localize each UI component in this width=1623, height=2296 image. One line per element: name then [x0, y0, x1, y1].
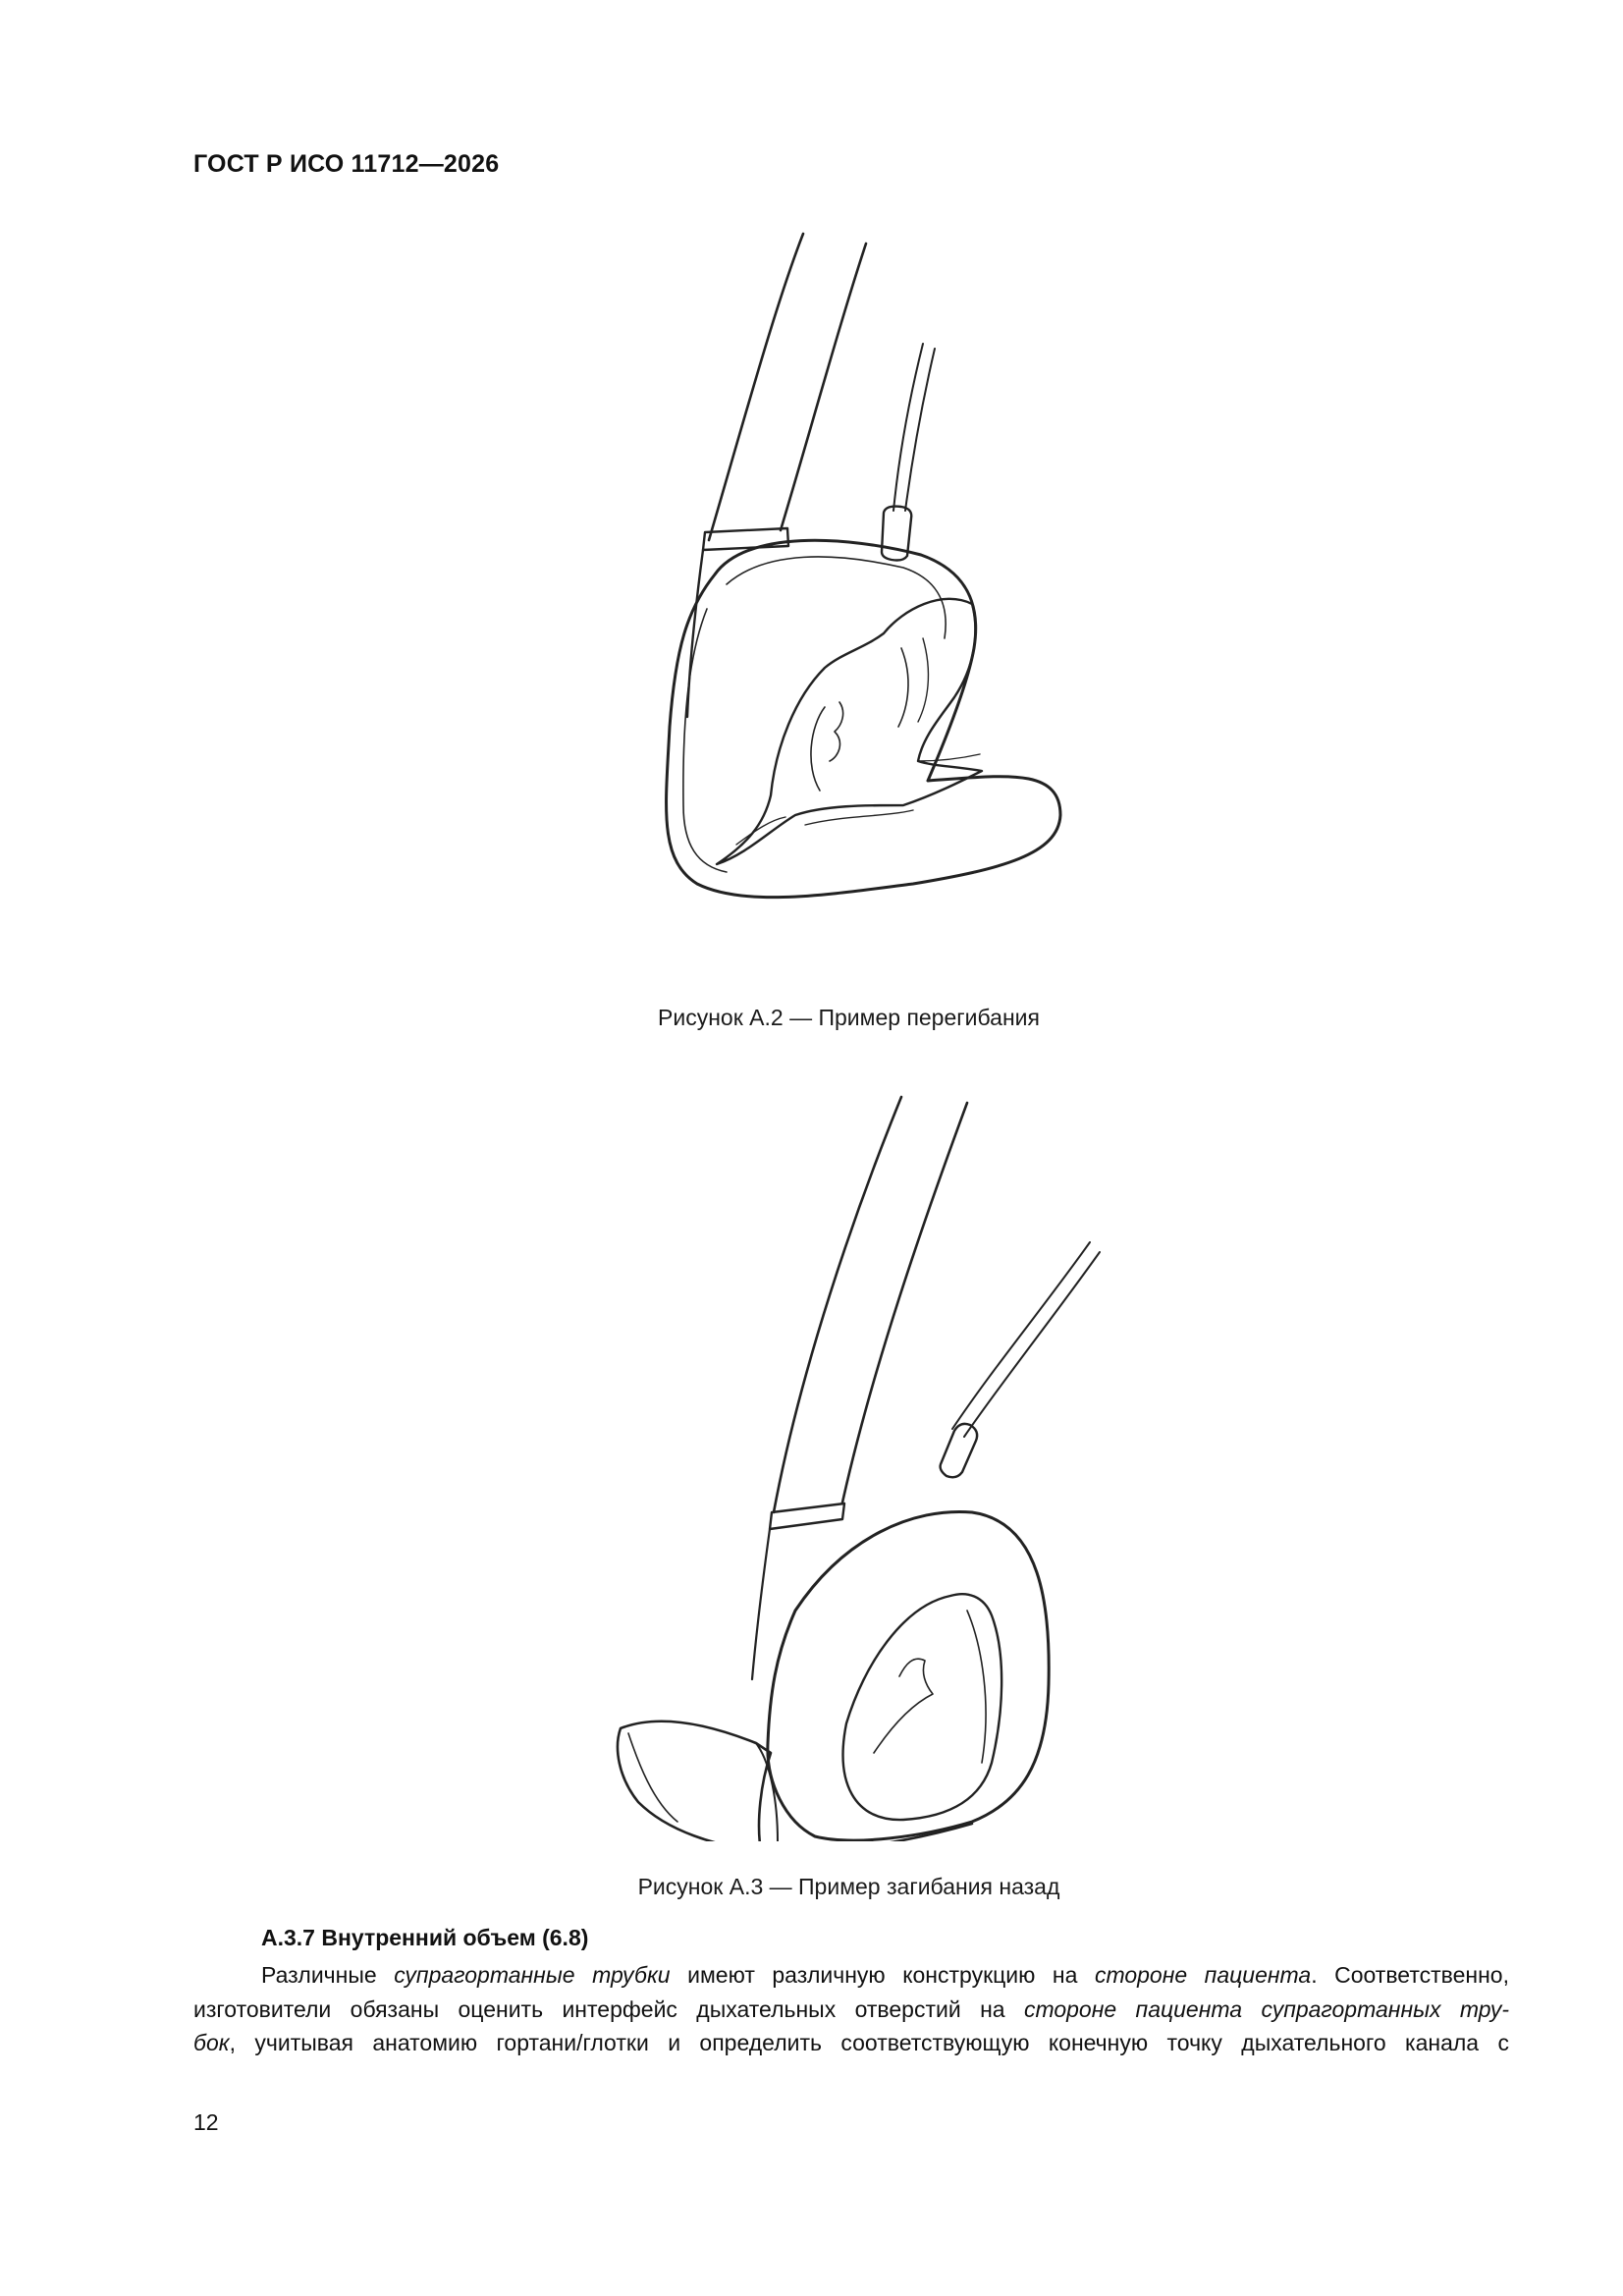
paragraph-line-1 — [193, 1958, 1509, 1993]
page-number: 12 — [193, 2109, 219, 2135]
pilot-valve — [941, 1424, 978, 1477]
paragraph-line-2 — [193, 1993, 1509, 2027]
standard-header: ГОСТ Р ИСО 11712—2026 — [193, 150, 500, 178]
airway-tube-inner-edge — [781, 244, 866, 530]
text-run: Различные — [261, 1962, 395, 1988]
figure-a2-drawing — [589, 216, 1139, 992]
text-run: имеют различную конструкцию на — [670, 1962, 1095, 1988]
figure-a3-caption: Рисунок А.3 — Пример загибания назад — [637, 1874, 1060, 1899]
airway-tube-outer-edge — [774, 1097, 901, 1512]
mask-cuff-outer — [768, 1511, 1049, 1840]
term-supraglottic-tube: супрагортанные трубки — [394, 1962, 671, 1988]
figure-a2-caption: Рисунок А.2 — Пример перегибания — [658, 1005, 1040, 1030]
section-heading: А.3.7 Внутренний объем (6.8) — [261, 1925, 589, 1950]
tube-collar — [770, 1503, 844, 1529]
folded-tip — [618, 1722, 771, 1841]
body-paragraph — [193, 1958, 1509, 2060]
inflation-line — [952, 1242, 1090, 1429]
term-patient-side: стороне пациента — [1094, 1962, 1312, 1988]
tube-collar — [703, 528, 788, 550]
mask-aperture — [843, 1594, 1002, 1820]
text-run: изготовители обязаны оценить интерфейс дыхательных отверстий на — [193, 1995, 1024, 2022]
text-run: , учитывая анатомию гортани/глотки и определить соответствующую конечную точку дыхательного канала с — [229, 2030, 1509, 2055]
mask-cuff-outer — [667, 540, 1060, 897]
paragraph-line-3 — [193, 2026, 1509, 2060]
airway-tube-outer-edge — [709, 234, 803, 540]
term-continuation: бок — [193, 2030, 230, 2055]
mask-aperture — [717, 599, 982, 864]
figure-a3-drawing — [560, 1075, 1109, 1841]
mask-cuff-inner — [727, 557, 946, 638]
text-run: . Соответственно, — [1311, 1962, 1509, 1988]
term-patient-side-supraglottic: стороне пациента супрагортанных тру- — [1023, 1995, 1509, 2022]
